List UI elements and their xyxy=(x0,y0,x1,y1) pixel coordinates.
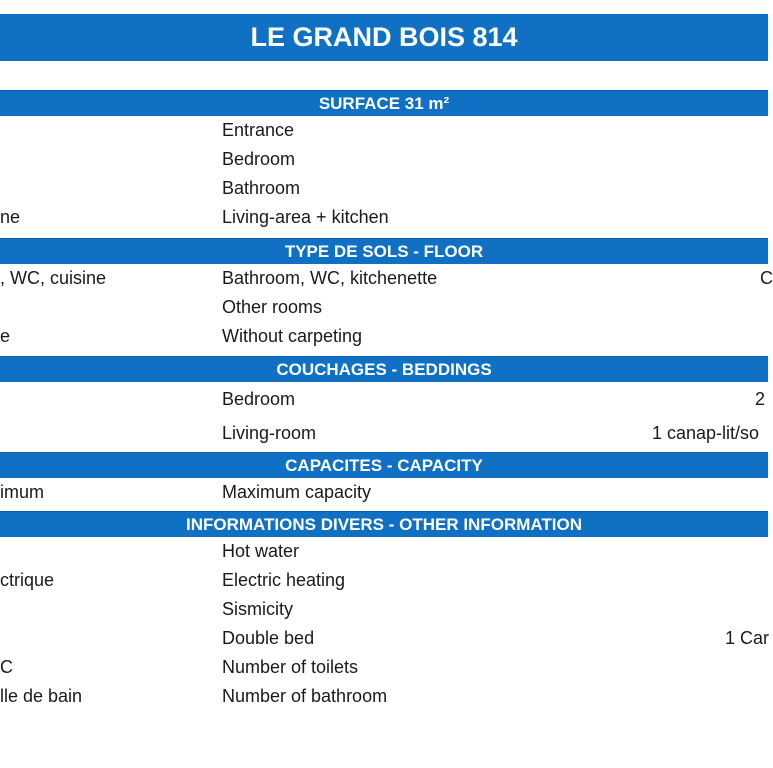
row-value: 2 xyxy=(755,388,766,409)
section-header-beddings: COUCHAGES - BEDDINGS xyxy=(0,356,768,382)
section-header-floor: TYPE DE SOLS - FLOOR xyxy=(0,238,768,264)
row-label-fr xyxy=(0,416,210,450)
table-row xyxy=(0,624,768,653)
row-label-fr: lle de bain xyxy=(0,686,83,706)
row-label-en: Other rooms xyxy=(222,297,323,317)
row-label-en: Living-room xyxy=(222,422,317,443)
section-other-information xyxy=(0,511,768,711)
row-label-fr xyxy=(0,624,210,653)
row-label-fr: e xyxy=(0,326,11,346)
section-capacity xyxy=(0,452,768,507)
row-value: C xyxy=(760,268,773,288)
row-label-en: Sismicity xyxy=(222,599,293,619)
row-label-fr: ne xyxy=(0,207,21,227)
row-label-en: Electric heating xyxy=(222,570,346,590)
row-label-fr xyxy=(0,382,210,416)
row-label-en: Without carpeting xyxy=(222,326,363,346)
table-row xyxy=(0,478,768,507)
table-row xyxy=(0,382,768,416)
row-label-en: Maximum capacity xyxy=(222,482,372,502)
row-label-en: Bedroom xyxy=(222,388,296,409)
row-label-fr: ctrique xyxy=(0,570,55,590)
row-label-en: Number of bathroom xyxy=(222,686,388,706)
row-label-fr xyxy=(0,145,210,174)
row-label-en: Living-area + kitchen xyxy=(222,207,389,227)
table-row xyxy=(0,682,768,711)
row-label-fr xyxy=(0,537,210,566)
row-value: 1 Car xyxy=(725,628,770,648)
row-label-en: Entrance xyxy=(222,120,295,140)
row-label-fr: C xyxy=(0,657,13,677)
table-row xyxy=(0,566,768,595)
row-label-fr xyxy=(0,595,210,624)
table-row xyxy=(0,264,773,293)
section-surface xyxy=(0,90,768,232)
row-label-en: Number of toilets xyxy=(222,657,359,677)
table-row xyxy=(0,293,768,322)
row-label-fr xyxy=(0,174,210,203)
row-label-en: Bathroom, WC, kitchenette xyxy=(222,268,438,288)
table-row xyxy=(0,203,768,232)
table-row xyxy=(0,416,768,450)
section-header-surface: SURFACE 31 m² xyxy=(0,90,768,116)
section-header-capacity: CAPACITES - CAPACITY xyxy=(0,452,768,478)
row-label-en: Hot water xyxy=(222,541,300,561)
row-label-fr xyxy=(0,116,210,145)
row-value: 1 canap-lit/so xyxy=(652,422,760,443)
row-label-fr: , WC, cuisine xyxy=(0,268,107,288)
page-title: LE GRAND BOIS 814 xyxy=(0,14,768,61)
table-row xyxy=(0,116,768,145)
row-label-fr: imum xyxy=(0,482,44,502)
table-row xyxy=(0,145,768,174)
row-label-fr xyxy=(0,293,210,322)
table-row xyxy=(0,322,768,351)
section-floor xyxy=(0,238,773,351)
table-row xyxy=(0,537,768,566)
row-label-en: Double bed xyxy=(222,628,315,648)
section-beddings xyxy=(0,356,768,450)
table-row xyxy=(0,174,768,203)
row-label-en: Bathroom xyxy=(222,178,301,198)
table-row xyxy=(0,595,768,624)
section-header-other: INFORMATIONS DIVERS - OTHER INFORMATION xyxy=(0,511,768,537)
row-label-en: Bedroom xyxy=(222,149,296,169)
table-row xyxy=(0,653,768,682)
